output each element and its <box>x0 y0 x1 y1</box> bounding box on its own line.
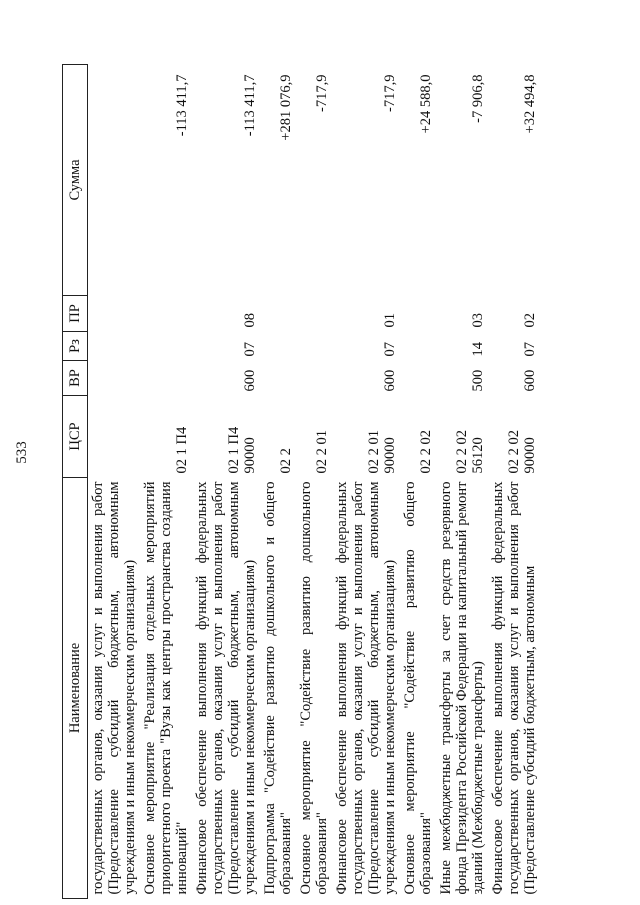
row-vr: 600 <box>382 369 398 392</box>
header-sum: Сумма <box>63 65 88 296</box>
table-row <box>260 65 296 899</box>
row-rz: 14 <box>470 342 486 357</box>
row-csr: 02 2 02 <box>418 430 434 474</box>
row-name: Основное мероприятие "Содействие развитию дошкольного образования" <box>298 481 330 895</box>
row-sum <box>88 65 141 296</box>
row-csr <box>88 396 141 478</box>
header-pr: ПР <box>63 296 88 332</box>
row-sum: -7 906,8 <box>470 74 486 123</box>
row-vr: 500 <box>470 369 486 392</box>
row-name: Основное мероприятие "Реализация отдельных мероприятий приоритетного проекта "Вузы как центры пространства создания инноваций" <box>142 481 190 895</box>
header-csr: ЦСР <box>63 396 88 478</box>
row-sum: +32 494,8 <box>522 74 538 134</box>
row-pr: 03 <box>470 313 486 328</box>
row-rz: 07 <box>382 342 398 357</box>
table-row <box>296 65 332 899</box>
row-vr <box>88 361 141 396</box>
row-pr: 01 <box>382 313 398 328</box>
budget-table <box>62 64 540 899</box>
row-pr: 08 <box>242 313 258 328</box>
row-rz <box>296 332 332 361</box>
row-csr: 02 1 П4 90000 <box>226 426 258 474</box>
row-name: государственных органов, оказания услуг и выполнения работ (Предоставление субсидий бюджетным, автономным учреждениям и иным некоммерческим организациям) <box>90 481 138 895</box>
row-pr: 02 <box>522 313 538 328</box>
row-sum: -717,9 <box>382 74 398 112</box>
row-pr <box>400 296 436 332</box>
row-sum: -113 411,7 <box>242 74 258 137</box>
row-pr <box>260 296 296 332</box>
row-pr <box>140 296 192 332</box>
row-pr <box>296 296 332 332</box>
row-csr: 02 2 01 <box>314 430 330 474</box>
row-vr: 600 <box>522 369 538 392</box>
row-rz <box>260 332 296 361</box>
row-name: Иные межбюджетные трансферты за счет средств резервного фонда Президента Российской Федерации на капитальный ремонт зданий (Межбюджетные трансферты) <box>438 481 486 895</box>
row-name: Финансовое обеспечение выполнения функций федеральных государственных органов, оказания услуг и выполнения работ (Предоставление субсидий бюджетным, автономным учреждениям и иным некоммерческим организациям) <box>194 481 258 895</box>
row-vr <box>140 361 192 396</box>
row-rz <box>400 332 436 361</box>
row-csr: 02 2 02 90000 <box>506 430 538 474</box>
row-vr <box>296 361 332 396</box>
row-csr: 02 2 02 56120 <box>454 430 486 474</box>
table-header <box>63 65 88 899</box>
row-rz: 07 <box>522 342 538 357</box>
row-vr <box>400 361 436 396</box>
row-sum: -717,9 <box>314 74 330 112</box>
header-name: Наименование <box>63 478 88 899</box>
row-rz: 07 <box>242 342 258 357</box>
table-row <box>140 65 192 899</box>
table-row <box>436 65 488 899</box>
row-csr: 02 2 01 90000 <box>366 430 398 474</box>
row-csr: 02 2 <box>278 448 294 474</box>
row-vr <box>260 361 296 396</box>
row-name: Финансовое обеспечение выполнения функций федеральных государственных органов, оказания услуг и выполнения работ (Предоставление субсидий бюджетным, автономным учреждениям и иным некоммерческим организациям) <box>334 481 398 895</box>
row-vr: 600 <box>242 369 258 392</box>
row-name: Основное мероприятие "Содействие развитию общего образования" <box>402 481 434 895</box>
row-csr: 02 1 П4 <box>174 426 190 474</box>
table-row <box>400 65 436 899</box>
page-number: 533 <box>14 441 30 464</box>
row-rz <box>88 332 141 361</box>
table-row <box>488 65 540 899</box>
row-pr <box>88 296 141 332</box>
row-sum: +281 076,9 <box>278 74 294 141</box>
table-body <box>88 65 541 899</box>
row-rz <box>140 332 192 361</box>
table-row <box>192 65 260 899</box>
header-rz: Рз <box>63 332 88 361</box>
table-row <box>88 65 141 899</box>
table-row <box>332 65 400 899</box>
row-name: Подпрограмма "Содействие развитию дошкольного и общего образования" <box>262 481 294 895</box>
header-vr: ВР <box>63 361 88 396</box>
row-sum: -113 411,7 <box>174 74 190 137</box>
row-sum: +24 588,0 <box>418 74 434 134</box>
row-name: Финансовое обеспечение выполнения функций федеральных государственных органов, оказания услуг и выполнения работ (Предоставление субсидий бюджетным, автономным <box>490 481 538 895</box>
